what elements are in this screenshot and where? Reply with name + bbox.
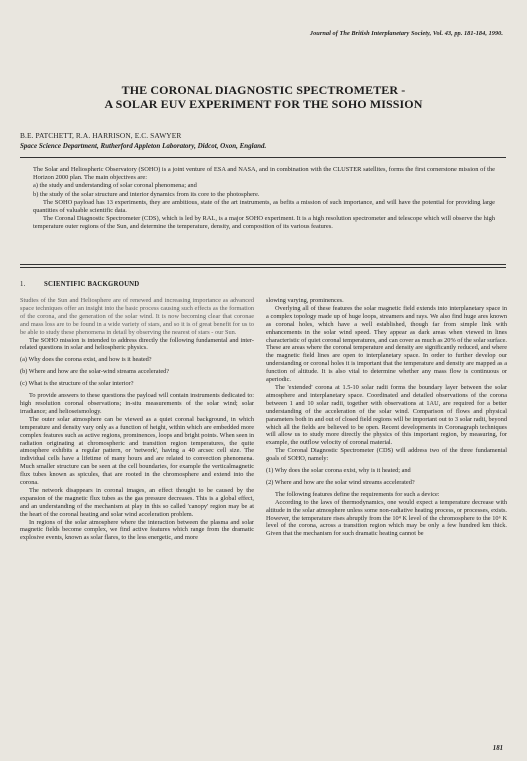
goal-1: (1) Why does the solar corona exist, why is it heated; and — [266, 467, 411, 475]
right-paragraph-5: According to the laws of thermodynamics, one would expect a temperature decrease with altitude in the solar atmosphere unless some non-radiative heating process, or processes, exists. However, the temperature rises abruptly from the 10⁴ K level of the chromosphere to the 10⁶ K level of the corona, across a transition region which may be only a few hundred km thick. Given that the mechanism for such dramatic heating cannot be — [266, 498, 507, 538]
left-paragraph-2: The SOHO mission is intended to address directly the following fundamental and inter-related questions in solar and heliospheric physics. — [20, 336, 254, 352]
authors: B.E. PATCHETT, R.A. HARRISON, E.C. SAWYER — [20, 131, 182, 140]
section-heading — [20, 281, 139, 288]
abstract-bottom-rule — [20, 264, 506, 265]
section-title: SCIENTIFIC BACKGROUND — [44, 281, 140, 288]
paper-title — [0, 83, 527, 111]
abstract-paragraph-3: The Coronal Diagnostic Spectrometer (CDS), which is led by RAL, is a major SOHO experiment. It is a high resolution spectrometer and telescope which will observe the high temperature outer regions of the Sun, and determine the temperature, density, and composition of its various features. — [33, 215, 495, 231]
abstract-bottom-rule-2 — [20, 267, 506, 268]
question-a: (a) Why does the corona exist, and how is it heated? — [20, 356, 152, 364]
right-column — [266, 297, 507, 538]
left-column — [20, 297, 254, 542]
right-paragraph-0: slowing varying, prominences. — [266, 297, 344, 304]
left-paragraph-5: The network disappears in coronal images, an effect thought to be caused by the expansion of the magnetic flux tubes as the gas pressure decreases. This is a global effect, and an understanding of the mechanism at play in this so called 'canopy' region may be at the heart of the coronal heating and solar wind acceleration problem. — [20, 486, 254, 518]
page-number: 181 — [492, 745, 503, 752]
affiliation: Space Science Department, Rutherford Appleton Laboratory, Didcot, Oxon, England. — [20, 142, 267, 150]
right-paragraph-3: The Coronal Diagnostic Spectrometer (CDS) will address two of the three fundamental goals of SOHO, namely: — [266, 447, 507, 463]
right-paragraph-2: The 'extended' corona at 1.5-10 solar radii forms the boundary layer between the solar atmosphere and interplanetary space. Coordinated and detailed observations of the corona between 1 and 10 solar radii, together with observations at 1AU, are required for a better understanding of the acceleration of the solar wind. Comparison of flows and physical parameters both in and out of closed field regions will be important out to 3 solar radii, beyond which all the fields are believed to be open. Recent developments in Coronagraph techniques will allow us to study more directly the physics of this important region, by measuring, for example, the outflow velocity of coronal material. — [266, 383, 507, 447]
abstract-paragraph-2: The SOHO payload has 13 experiments, they are ambitious, state of the art instruments, as befits a mission of such importance, and will have the potential for providing large quantities of valuable scientific data. — [33, 198, 495, 215]
objective-a: a) the study and understanding of solar coronal phenomena; and — [33, 182, 197, 190]
objective-b: b) the study of the solar structure and interior dynamics from its core to the photosphere. — [33, 190, 260, 198]
question-c: (c) What is the structure of the solar interior? — [20, 380, 134, 388]
left-paragraph-6: In regions of the solar atmosphere where the interaction between the plasma and solar magnetic fields become complex, we find active features which range from the dramatic explosive events, known as solar flares, to the less energetic, and more — [20, 518, 254, 542]
abstract — [33, 166, 495, 232]
title-line-2: A SOLAR EUV EXPERIMENT FOR THE SOHO MISSION — [104, 97, 423, 111]
title-line-1: THE CORONAL DIAGNOSTIC SPECTROMETER - — [121, 83, 406, 97]
left-paragraph-3: To provide answers to these questions the payload will contain instruments dedicated to: high resolution coronal observations; in-situ measurements of the solar wind; solar irradiance; and helioseismology. — [20, 392, 254, 415]
goal-2: (2) Where and how are the solar wind streams accelerated? — [266, 478, 415, 486]
section-number: 1. — [20, 281, 26, 288]
right-paragraph-1: Overlying all of these features the solar magnetic field extends into interplanetary space in a complex topology made up of huge loops, streamers and rays. We also find huge ares known as coronal holes, which have a well established, though far from simple link with enhancements in the solar wind speed. They appear as dark areas when viewed in lines characteristic of quiet coronal temperatures, and can cover as much as 20% of the solar surface. These are areas where the coronal temperature and density are significantly reduced, and where the magnetic field lines are open to interplanetary space. In order to further develop our understanding or coronal holes it is important that the temperature and density are mapped as a function of altitude. It is also vital to determine whether any mass flow is continuous or aperiodic. — [266, 304, 507, 384]
question-b: (b) Where and how are the solar-wind streams accelerated? — [20, 368, 170, 376]
left-paragraph-1: Studies of the Sun and Heliosphere are of renewed and increasing importance as advanced space techniques offer an insight into the basic process causing such effects as the formation of the corona, and the generation of the solar wind. It is now becoming clear that coronae and mass loss are to be found in a wide variety of stars, and so it is of great benefit for us to be able to study these phenomena in detail by observing the nearest of stars - our Sun. — [20, 297, 254, 336]
left-paragraph-4: The outer solar atmosphere can be viewed as a quiet coronal background, in which temperature and density vary only as a function of height, within which are embedded more complex features such as active regions, prominences, loops and bright points. When seen in radiation originating at chromospheric and transition region temperatures, the quite atmosphere exhibits a regular pattern, or 'network', having a 40 arcsec cell size. The individual cells have a lifetime of many hours and are related to convection phenomena. Much smaller structure can be seen at the cell boundaries, for example the verticalmagnetic flux tubes known as spicules, that are rooted in the chromosphere and extend into the corona. — [20, 415, 254, 487]
journal-header: Journal of The British Interplanetary Society, Vol. 43, pp. 181-184, 1990. — [309, 30, 503, 37]
right-paragraph-4: The following features define the requirements for such a device: — [275, 490, 440, 498]
abstract-paragraph-1: The Solar and Heliospheric Observatory (SOHO) is a joint venture of ESA and NASA, and in combination with the CLUSTER satellites, forms the first cornerstone mission of the Horizon 2000 plan. The main objectives are: — [33, 166, 495, 182]
abstract-top-rule — [20, 157, 506, 158]
